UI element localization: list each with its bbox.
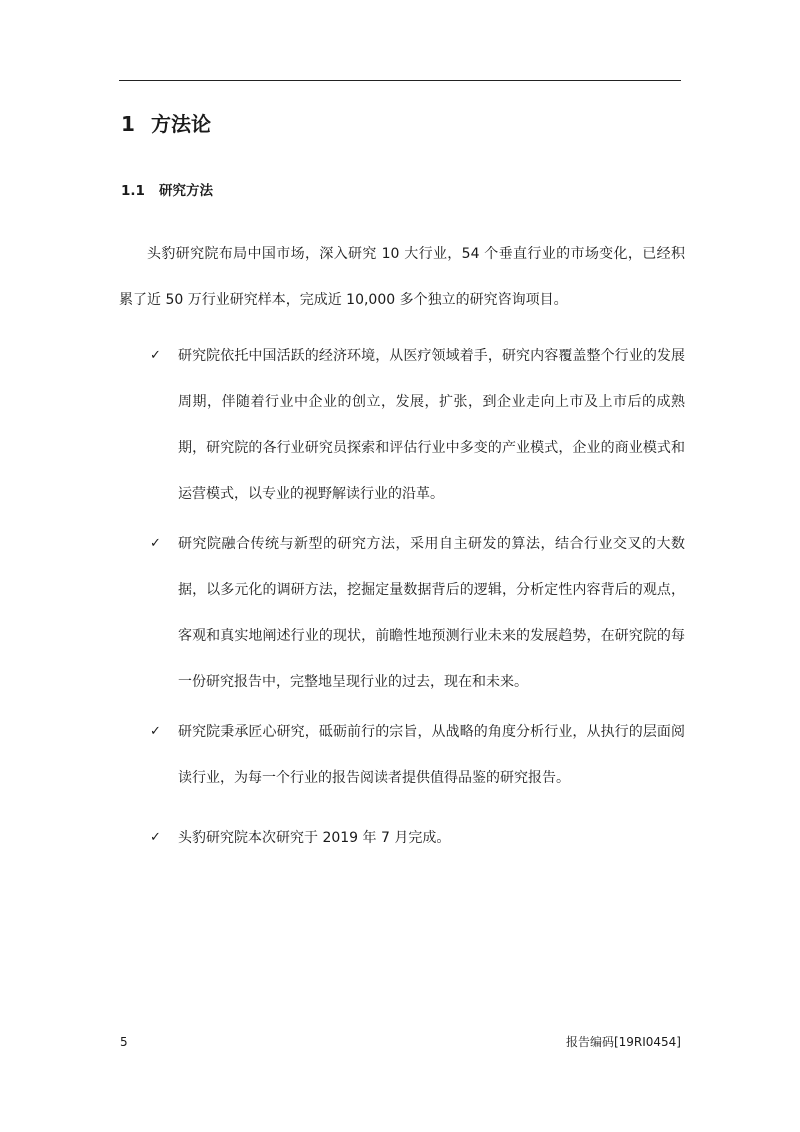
bullet-item bbox=[150, 815, 685, 861]
header-rule bbox=[119, 80, 681, 81]
bullet-item bbox=[150, 709, 685, 801]
bullet-text: 研究院融合传统与新型的研究方法，采用自主研发的算法，结合行业交叉的大数据，以多元化的调研方法，挖掘定量数据背后的逻辑，分析定性内容背后的观点，客观和真实地阐述行业的现状，前瞻性地预测行业未来的发展趋势，在研究院的每一份研究报告中，完整地呈现行业的过去，现在和未来。 bbox=[178, 536, 685, 690]
bullet-item bbox=[150, 521, 685, 705]
report-code: 报告编码[19RI0454] bbox=[565, 1035, 681, 1049]
checkmark-icon: ✓ bbox=[150, 830, 161, 845]
intro-paragraph: 头豹研究院布局中国市场，深入研究 10 大行业，54 个垂直行业的市场变化，已经积累了近 50 万行业研究样本，完成近 10,000 多个独立的研究咨询项目。 bbox=[119, 246, 685, 308]
checkmark-icon: ✓ bbox=[150, 348, 161, 363]
bullet-text: 头豹研究院本次研究于 2019 年 7 月完成。 bbox=[178, 830, 451, 846]
subsection-heading bbox=[121, 181, 213, 201]
bullet-text: 研究院依托中国活跃的经济环境，从医疗领域着手，研究内容覆盖整个行业的发展周期，伴随着行业中企业的创立，发展，扩张，到企业走向上市及上市后的成熟期，研究院的各行业研究员探索和评估行业中多变的产业模式，企业的商业模式和运营模式，以专业的视野解读行业的沿革。 bbox=[178, 348, 685, 502]
bullet-text: 研究院秉承匠心研究，砥砺前行的宗旨，从战略的角度分析行业，从执行的层面阅读行业，为每一个行业的报告阅读者提供值得品鉴的研究报告。 bbox=[178, 724, 685, 786]
page-number: 5 bbox=[120, 1035, 128, 1049]
bullet-item bbox=[150, 333, 685, 517]
section-title: 方法论 bbox=[151, 112, 211, 136]
checkmark-icon: ✓ bbox=[150, 724, 161, 739]
checkmark-icon: ✓ bbox=[150, 536, 161, 551]
section-number: 1 bbox=[121, 112, 135, 136]
section-heading bbox=[121, 110, 211, 138]
subsection-title: 研究方法 bbox=[159, 183, 213, 199]
subsection-number: 1.1 bbox=[121, 183, 145, 199]
